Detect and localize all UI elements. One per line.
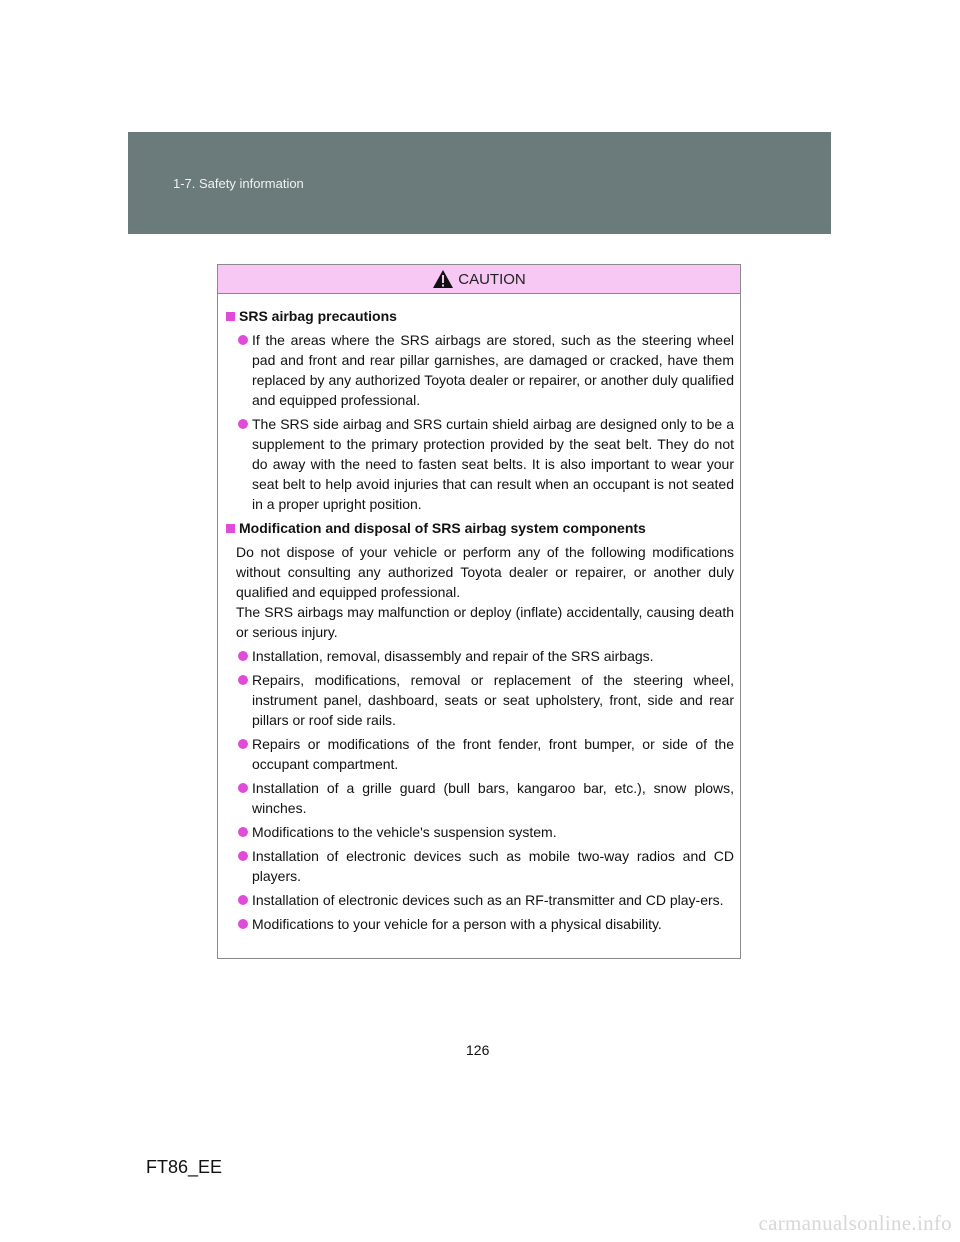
intro-text: Do not dispose of your vehicle or perform any of the following modifications without consulting any authorized Toyota dealer or repairer, or another duly qualified and equipped professional. <box>236 544 734 600</box>
list-item-text: Modifications to your vehicle for a person with a physical disability. <box>252 916 662 932</box>
watermark: carmanualsonline.info <box>758 1211 952 1235</box>
round-bullet-icon <box>238 783 248 793</box>
list-item <box>222 846 736 886</box>
list-item <box>222 414 736 514</box>
round-bullet-icon <box>238 895 248 905</box>
round-bullet-icon <box>238 675 248 685</box>
list-item <box>222 890 736 910</box>
list-item-text: If the areas where the SRS airbags are stored, such as the steering wheel pad and front and rear pillar garnishes, are damaged or cracked, have them replaced by any authorized Toyota dealer or repairer, or another duly qualified and equipped professional. <box>252 332 734 408</box>
section-heading <box>226 518 736 538</box>
list-item <box>222 734 736 774</box>
round-bullet-icon <box>238 827 248 837</box>
square-bullet-icon <box>226 312 235 321</box>
caution-body <box>218 294 740 934</box>
section-heading <box>226 306 736 326</box>
list-item-text: Installation of electronic devices such as an RF-transmitter and CD play-ers. <box>252 892 724 908</box>
list-item <box>222 646 736 666</box>
list-item-text: Modifications to the vehicle's suspension system. <box>252 824 557 840</box>
caution-box <box>217 264 741 959</box>
list-item <box>222 330 736 410</box>
round-bullet-icon <box>238 739 248 749</box>
round-bullet-icon <box>238 651 248 661</box>
heading-text: Modification and disposal of SRS airbag system components <box>239 520 646 536</box>
square-bullet-icon <box>226 524 235 533</box>
list-item <box>222 822 736 842</box>
section-title: 1-7. Safety information <box>173 176 304 191</box>
list-item-text: The SRS side airbag and SRS curtain shield airbag are designed only to be a supplement to the primary protection provided by the seat belt. They do not do away with the need to fasten seat belts. It is also important to wear your seat belt to help avoid injuries that can result when an occupant is not seated in a proper upright position. <box>252 416 734 512</box>
round-bullet-icon <box>238 335 248 345</box>
list-item <box>222 914 736 934</box>
list-item-text: Installation, removal, disassembly and repair of the SRS airbags. <box>252 648 654 664</box>
warning-triangle-icon <box>432 269 454 289</box>
round-bullet-icon <box>238 419 248 429</box>
list-item-text: Installation of electronic devices such as mobile two-way radios and CD players. <box>252 848 734 884</box>
round-bullet-icon <box>238 919 248 929</box>
list-item <box>222 778 736 818</box>
list-item <box>222 670 736 730</box>
intro-text-2: The SRS airbags may malfunction or deploy (inflate) accidentally, causing death or serious injury. <box>236 604 734 640</box>
list-item-text: Repairs, modifications, removal or replacement of the steering wheel, instrument panel, dashboard, seats or seat upholstery, front, side and rear pillars or roof side rails. <box>252 672 734 728</box>
heading-text: SRS airbag precautions <box>239 308 397 324</box>
intro-paragraph <box>222 542 736 642</box>
section-header-bar <box>128 132 831 234</box>
list-item-text: Installation of a grille guard (bull bars, kangaroo bar, etc.), snow plows, winches. <box>252 780 734 816</box>
model-code: FT86_EE <box>146 1157 223 1177</box>
list-item-text: Repairs or modifications of the front fender, front bumper, or side of the occupant compartment. <box>252 736 734 772</box>
caution-header <box>218 265 740 294</box>
page-number: 126 <box>466 1042 490 1058</box>
round-bullet-icon <box>238 851 248 861</box>
caution-title: CAUTION <box>458 270 526 288</box>
